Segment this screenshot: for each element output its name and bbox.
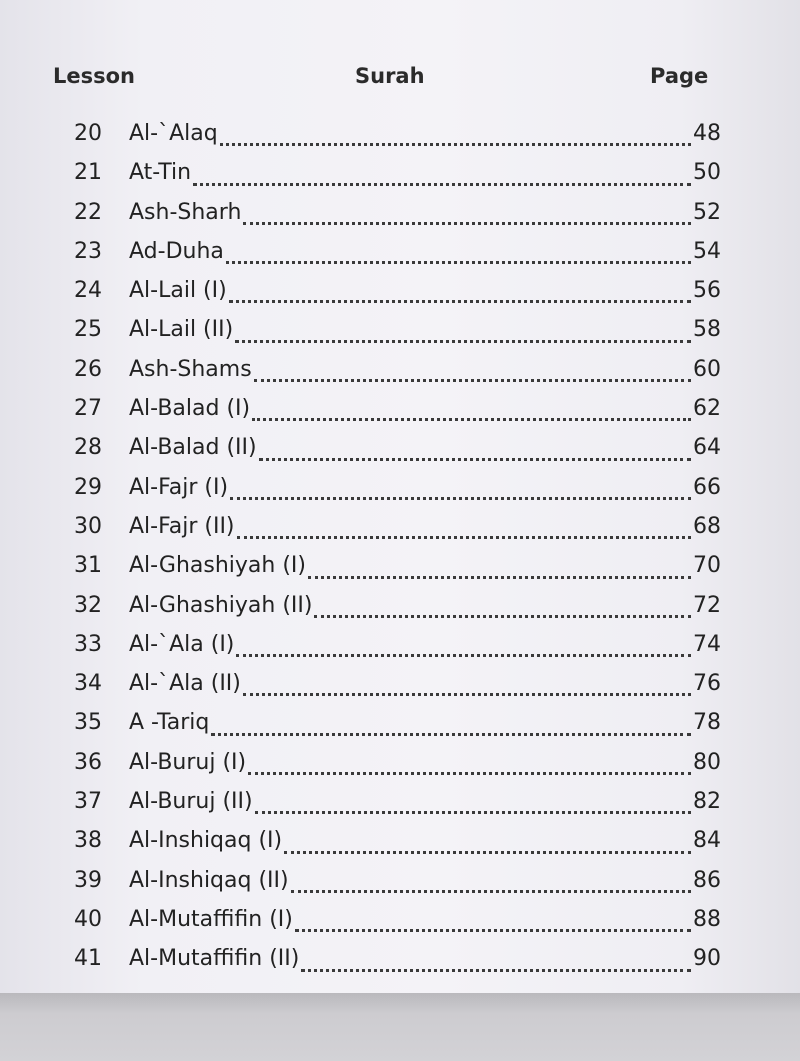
page-number: 56	[693, 278, 721, 304]
toc-entry	[129, 350, 721, 389]
toc-row	[0, 782, 800, 821]
dot-leader	[237, 536, 691, 539]
toc-entry	[129, 232, 721, 271]
dot-leader	[236, 654, 691, 657]
page-number: 74	[693, 631, 721, 657]
surah-name: Al-Mutaffifin (I)	[129, 906, 293, 932]
dot-leader	[291, 890, 691, 893]
surah-name: Al-`Alaq	[129, 121, 218, 146]
dot-leader	[259, 458, 691, 461]
toc-row	[0, 743, 800, 782]
toc-entry	[129, 782, 721, 821]
lesson-number: 20	[74, 121, 102, 146]
toc-entry	[129, 271, 721, 310]
toc-row	[0, 900, 800, 939]
surah-column-header: Surah	[355, 64, 425, 88]
toc-row	[0, 507, 800, 546]
surah-name: Al-Inshiqaq (II)	[129, 867, 289, 893]
surah-name: At-Tin	[129, 160, 192, 186]
dot-leader	[255, 811, 691, 814]
dot-leader	[301, 969, 691, 972]
dot-leader	[211, 733, 691, 736]
toc-entry	[129, 625, 721, 664]
dot-leader	[220, 143, 691, 146]
lesson-number: 21	[74, 160, 102, 186]
dot-leader	[230, 497, 691, 500]
lesson-number: 25	[74, 317, 102, 343]
lesson-number: 30	[74, 513, 102, 539]
lesson-number: 36	[74, 749, 102, 775]
surah-name: Al-Ghashiyah (I)	[129, 553, 306, 579]
surah-name: Al-Buruj (I)	[129, 749, 247, 775]
lesson-number: 29	[74, 474, 102, 500]
toc-entry	[129, 861, 721, 900]
dot-leader	[235, 340, 691, 343]
toc-row	[0, 861, 800, 900]
lesson-number: 28	[74, 435, 102, 461]
toc-entry	[129, 389, 721, 428]
surah-name: Al-Mutaffifin (II)	[129, 946, 300, 972]
surah-name: Al-Buruj (II)	[129, 789, 253, 815]
surah-name: Al-Balad (I)	[129, 396, 251, 422]
surah-name: Al-Lail (II)	[129, 317, 234, 343]
lesson-number: 31	[74, 553, 102, 579]
lesson-number: 26	[74, 356, 102, 382]
lesson-number: 24	[74, 278, 102, 304]
toc-entry	[129, 664, 721, 703]
toc-entry	[129, 310, 721, 349]
lesson-number: 37	[74, 789, 102, 815]
page-number: 52	[693, 199, 721, 225]
dot-leader	[229, 300, 691, 303]
toc-row	[0, 664, 800, 703]
toc-row	[0, 350, 800, 389]
page-number: 48	[693, 121, 721, 146]
lesson-number: 35	[74, 710, 102, 736]
page-number: 60	[693, 356, 721, 382]
lesson-column-header: Lesson	[53, 64, 136, 88]
surah-name: Ash-Sharh	[129, 199, 242, 225]
surah-name: Al-Balad (II)	[129, 435, 257, 461]
dot-leader	[254, 379, 691, 382]
toc-entry	[129, 193, 721, 232]
surah-name: Al-`Ala (II)	[129, 671, 241, 697]
toc-entry	[129, 743, 721, 782]
toc-entry	[129, 939, 721, 978]
toc-row	[0, 546, 800, 585]
lesson-number: 32	[74, 592, 102, 618]
page-number: 90	[693, 946, 721, 972]
toc-entry	[129, 821, 721, 860]
page-number: 64	[693, 435, 721, 461]
lesson-number: 39	[74, 867, 102, 893]
toc-entry	[129, 153, 721, 192]
toc-row	[0, 586, 800, 625]
page-number: 86	[693, 867, 721, 893]
lesson-number: 40	[74, 906, 102, 932]
page-number: 66	[693, 474, 721, 500]
lesson-number: 41	[74, 946, 102, 972]
dot-leader	[252, 418, 691, 421]
dot-leader	[243, 222, 691, 225]
surah-name: Ad-Duha	[129, 238, 224, 264]
toc-row	[0, 114, 800, 153]
surah-name: Al-Ghashiyah (II)	[129, 592, 313, 618]
surah-name: Al-Inshiqaq (I)	[129, 828, 283, 854]
contents-list	[0, 114, 800, 979]
lesson-number: 34	[74, 671, 102, 697]
dot-leader	[314, 615, 691, 618]
toc-entry	[129, 900, 721, 939]
page-number: 68	[693, 513, 721, 539]
surah-name: Al-`Ala (I)	[129, 631, 235, 657]
dot-leader	[284, 851, 691, 854]
toc-row	[0, 389, 800, 428]
surah-name: Al-Fajr (I)	[129, 474, 229, 500]
toc-row	[0, 428, 800, 467]
page-number: 72	[693, 592, 721, 618]
lesson-number: 33	[74, 631, 102, 657]
dot-leader	[295, 929, 691, 932]
toc-row	[0, 939, 800, 978]
page-number: 82	[693, 789, 721, 815]
lesson-number: 22	[74, 199, 102, 225]
page-number: 84	[693, 828, 721, 854]
toc-row	[0, 468, 800, 507]
table-header	[0, 64, 800, 94]
toc-entry	[129, 114, 721, 153]
toc-entry	[129, 428, 721, 467]
page-number: 70	[693, 553, 721, 579]
lesson-number: 23	[74, 238, 102, 264]
toc-row	[0, 232, 800, 271]
surah-name: Al-Lail (I)	[129, 278, 227, 304]
toc-entry	[129, 468, 721, 507]
toc-row	[0, 703, 800, 742]
page-number: 62	[693, 396, 721, 422]
toc-row	[0, 310, 800, 349]
toc-row	[0, 625, 800, 664]
surah-name: Al-Fajr (II)	[129, 513, 235, 539]
surah-name: A -Tariq	[129, 710, 210, 736]
dot-leader	[243, 693, 691, 696]
toc-entry	[129, 586, 721, 625]
dot-leader	[308, 576, 691, 579]
page-number: 78	[693, 710, 721, 736]
scan-background-strip	[0, 993, 800, 1061]
lesson-number: 38	[74, 828, 102, 854]
page-number: 54	[693, 238, 721, 264]
page-number: 76	[693, 671, 721, 697]
page-number: 58	[693, 317, 721, 343]
toc-row	[0, 821, 800, 860]
toc-row	[0, 271, 800, 310]
page-number: 50	[693, 160, 721, 186]
page-number: 88	[693, 906, 721, 932]
toc-row	[0, 193, 800, 232]
lesson-number: 27	[74, 396, 102, 422]
toc-entry	[129, 507, 721, 546]
toc-entry	[129, 703, 721, 742]
dot-leader	[226, 261, 691, 264]
page-column-header: Page	[650, 64, 709, 88]
surah-name: Ash-Shams	[129, 356, 252, 382]
toc-entry	[129, 546, 721, 585]
dot-leader	[193, 183, 691, 186]
toc-row	[0, 153, 800, 192]
dot-leader	[248, 772, 691, 775]
page-number: 80	[693, 749, 721, 775]
